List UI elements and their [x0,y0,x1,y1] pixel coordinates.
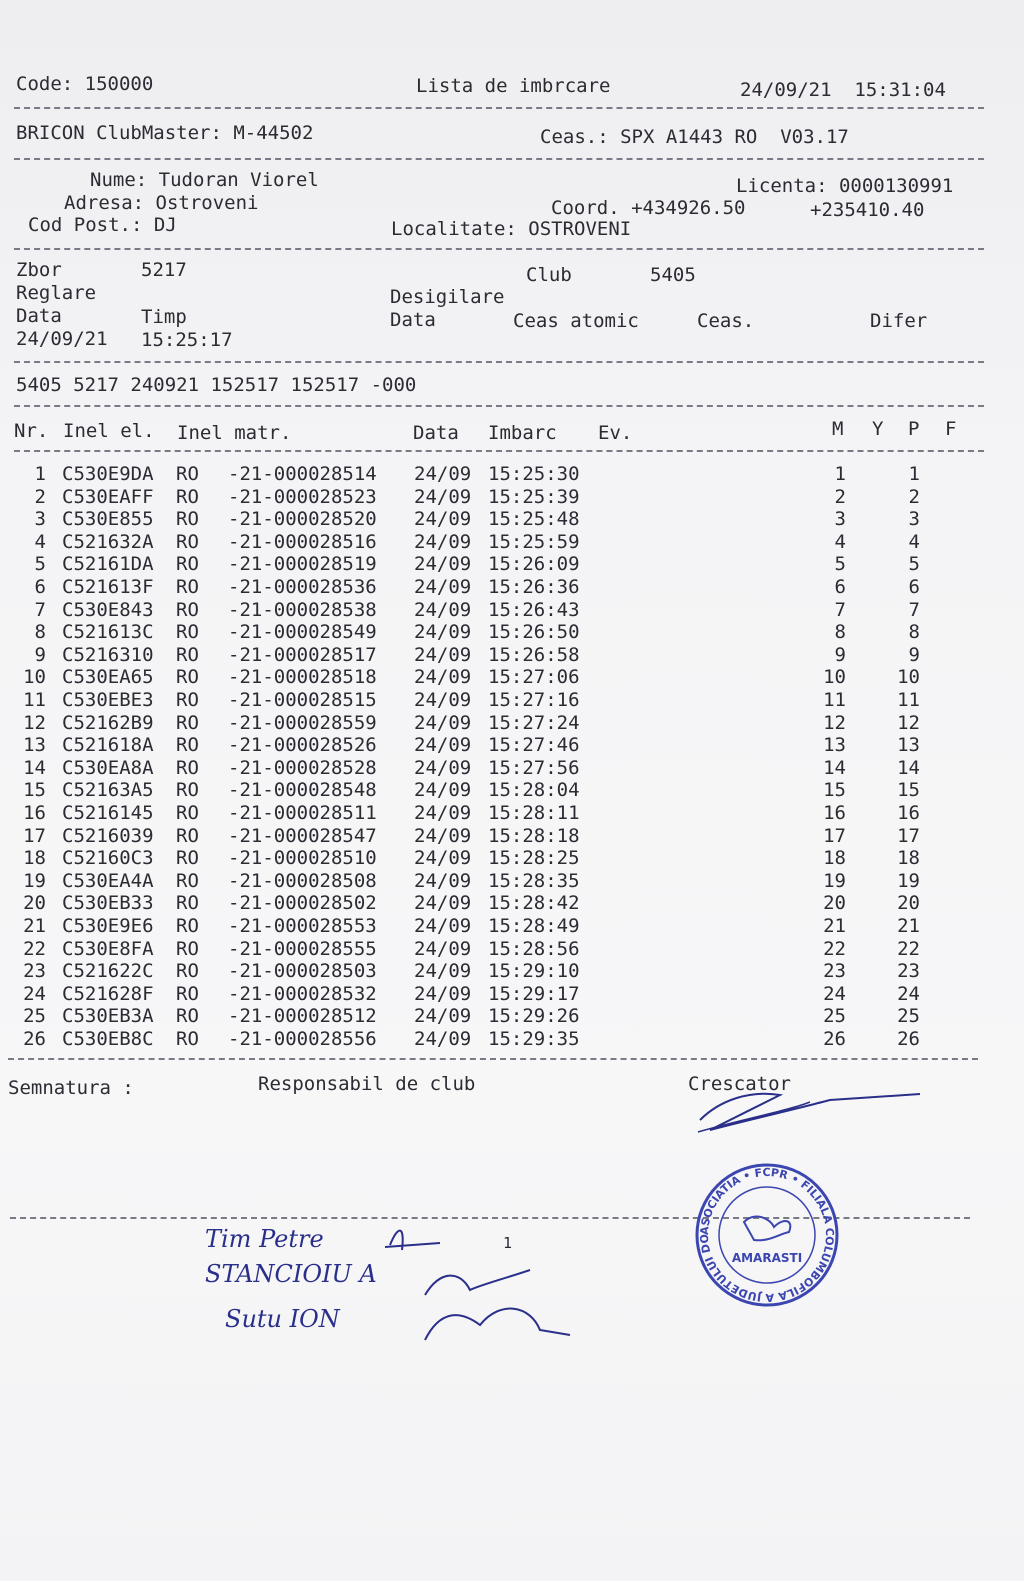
table-row [0,531,1000,553]
row-number: 15 [23,779,46,802]
flight-code-line: 5405 5217 240921 152517 152517 -000 [16,374,417,396]
m-count: 20 [823,892,846,915]
row-number: 18 [23,847,46,870]
p-count: 26 [897,1028,920,1050]
boarding-time: 15:28:18 [488,824,580,847]
reglare-date: 24/09/21 [16,328,108,350]
table-row [0,870,1000,892]
p-count: 23 [897,960,920,983]
boarding-time: 15:26:43 [488,598,580,621]
table-row [0,599,1000,621]
row-number: 14 [23,756,46,779]
p-count: 19 [897,869,920,892]
electronic-ring: C530E855 [62,508,154,531]
boarding-date: 24/09 [414,463,472,485]
m-count: 19 [823,869,846,892]
p-count: 18 [897,847,920,870]
handwritten-name-2: STANCIOIU A [205,1260,377,1288]
m-count: 3 [834,508,846,531]
p-count: 9 [908,643,920,666]
divider [14,158,984,160]
boarding-date: 24/09 [414,756,472,779]
registration-ring: -21-000028511 [228,802,377,824]
data2-label: Data [390,309,436,331]
p-count: 2 [908,485,920,508]
table-row [0,486,1000,508]
handwritten-name-3: Sutu ION [225,1305,340,1333]
boarding-date: 24/09 [414,892,472,915]
boarding-date: 24/09 [414,982,472,1005]
clubmaster-label: BRICON ClubMaster: M-44502 [16,122,314,144]
country-code: RO [176,937,199,960]
electronic-ring: C521613F [62,576,154,598]
country-code: RO [176,779,199,802]
p-count: 1 [908,463,920,485]
divider [14,107,984,109]
registration-ring: -21-000028514 [228,463,377,485]
country-code: RO [176,463,199,485]
boarding-time: 15:25:48 [488,508,580,531]
boarding-date: 24/09 [414,915,472,937]
boarding-time: 15:27:16 [488,689,580,711]
registration-ring: -21-000028520 [228,508,377,531]
registration-ring: -21-000028532 [228,982,377,1005]
p-count: 4 [908,530,920,553]
row-number: 6 [34,576,46,598]
m-count: 17 [823,824,846,847]
registration-ring: -21-000028547 [228,824,377,847]
boarding-time: 15:29:17 [488,982,580,1005]
boarding-time: 15:25:30 [488,463,580,485]
p-count: 20 [897,892,920,915]
p-count: 11 [897,689,920,711]
row-number: 1 [34,463,46,485]
p-count: 17 [897,824,920,847]
registration-ring: -21-000028508 [228,869,377,892]
list-title: Lista de imbrcare [416,75,611,97]
difer-label: Difer [870,310,928,332]
registration-ring: -21-000028503 [228,960,377,983]
country-code: RO [176,892,199,915]
m-count: 26 [823,1028,846,1050]
row-number: 17 [23,824,46,847]
row-number: 9 [34,643,46,666]
electronic-ring: C530EA65 [62,666,154,689]
boarding-time: 15:28:35 [488,869,580,892]
boarding-date: 24/09 [414,734,472,757]
row-number: 25 [23,1005,46,1028]
table-row [0,463,1000,485]
registration-ring: -21-000028519 [228,553,377,576]
country-code: RO [176,485,199,508]
committee-signatures [380,1215,580,1355]
country-code: RO [176,982,199,1005]
p-count: 8 [908,621,920,644]
boarding-time: 15:28:56 [488,937,580,960]
country-code: RO [176,915,199,937]
electronic-ring: C530EA8A [62,756,154,779]
coordinates: Coord. +434926.50 [551,197,746,219]
club-stamp [694,1162,840,1308]
boarding-date: 24/09 [414,802,472,824]
m-count: 2 [834,485,846,508]
electronic-ring: C52161DA [62,553,154,576]
boarding-time: 15:27:24 [488,711,580,734]
col-inel-el: Inel el. [63,420,155,442]
data-label: Data [16,305,62,327]
owner-name: Nume: Tudoran Viorel [90,169,319,191]
coordinates-2: +235410.40 [810,199,925,221]
m-count: 12 [823,711,846,734]
col-f: F [945,418,957,440]
table-row [0,553,1000,575]
country-code: RO [176,824,199,847]
electronic-ring: C521618A [62,734,154,757]
table-row [0,734,1000,756]
country-code: RO [176,666,199,689]
m-count: 15 [823,779,846,802]
boarding-date: 24/09 [414,598,472,621]
table-row [0,915,1000,937]
p-count: 25 [897,1005,920,1028]
club-label: Club [526,264,572,286]
country-code: RO [176,711,199,734]
m-count: 8 [834,621,846,644]
registration-ring: -21-000028538 [228,598,377,621]
registration-ring: -21-000028526 [228,734,377,757]
registration-ring: -21-000028555 [228,937,377,960]
stamp-ring-text: ASOCIATIA • FCPR • FILIALA COLUMBOFILA A JUDETULUI DO [697,1165,837,1305]
boarding-date: 24/09 [414,1028,472,1050]
row-number: 20 [23,892,46,915]
electronic-ring: C521628F [62,982,154,1005]
boarding-date: 24/09 [414,847,472,870]
ceas-atomic-label: Ceas atomic [513,310,639,332]
boarding-date: 24/09 [414,824,472,847]
boarding-date: 24/09 [414,711,472,734]
table-row [0,983,1000,1005]
table-row [0,960,1000,982]
locality: Localitate: OSTROVENI [391,218,632,240]
owner-address: Adresa: Ostroveni [64,192,259,214]
registration-ring: -21-000028523 [228,485,377,508]
country-code: RO [176,598,199,621]
m-count: 13 [823,734,846,757]
electronic-ring: C530E8FA [62,937,154,960]
electronic-ring: C530E843 [62,598,154,621]
m-count: 16 [823,802,846,824]
p-count: 22 [897,937,920,960]
breeder-signature [680,1080,930,1140]
row-number: 10 [23,666,46,689]
row-number: 24 [23,982,46,1005]
col-ev: Ev. [598,422,633,444]
electronic-ring: C530EAFF [62,485,154,508]
boarding-date: 24/09 [414,508,472,531]
registration-ring: -21-000028556 [228,1028,377,1050]
club-responsible-label: Responsabil de club [258,1073,476,1095]
registration-ring: -21-000028536 [228,576,377,598]
table-row [0,508,1000,530]
divider [8,1058,978,1060]
electronic-ring: C52160C3 [62,847,154,870]
boarding-time: 15:25:59 [488,530,580,553]
m-count: 25 [823,1005,846,1028]
registration-ring: -21-000028515 [228,689,377,711]
country-code: RO [176,689,199,711]
p-count: 16 [897,802,920,824]
table-row [0,712,1000,734]
signature-label: Semnatura : [8,1077,134,1099]
boarding-date: 24/09 [414,1005,472,1028]
p-count: 7 [908,598,920,621]
registration-ring: -21-000028559 [228,711,377,734]
boarding-time: 15:28:11 [488,802,580,824]
row-number: 12 [23,711,46,734]
m-count: 14 [823,756,846,779]
col-p: P [908,418,920,440]
boarding-time: 15:28:25 [488,847,580,870]
m-count: 6 [834,576,846,598]
row-number: 16 [23,802,46,824]
table-row [0,1028,1000,1050]
country-code: RO [176,960,199,983]
country-code: RO [176,734,199,757]
boarding-time: 15:29:10 [488,960,580,983]
m-count: 23 [823,960,846,983]
p-count: 10 [897,666,920,689]
m-count: 9 [834,643,846,666]
country-code: RO [176,847,199,870]
p-count: 12 [897,711,920,734]
code-label: Code: 150000 [16,73,154,95]
stamp-center-text: AMARASTI [731,1251,803,1265]
electronic-ring: C530EBE3 [62,689,154,711]
country-code: RO [176,621,199,644]
boarding-date: 24/09 [414,576,472,598]
timp-label: Timp [141,306,187,328]
country-code: RO [176,530,199,553]
table-row [0,621,1000,643]
club-value: 5405 [650,264,696,286]
row-number: 4 [34,530,46,553]
country-code: RO [176,1028,199,1050]
country-code: RO [176,869,199,892]
boarding-time: 15:26:58 [488,643,580,666]
country-code: RO [176,643,199,666]
registration-ring: -21-000028528 [228,756,377,779]
desigilare-label: Desigilare [390,286,505,308]
registration-ring: -21-000028510 [228,847,377,870]
col-imbarc: Imbarc [488,422,557,444]
boarding-time: 15:25:39 [488,485,580,508]
boarding-time: 15:29:26 [488,1005,580,1028]
boarding-time: 15:27:46 [488,734,580,757]
p-count: 5 [908,553,920,576]
row-number: 7 [34,598,46,621]
electronic-ring: C530EB8C [62,1028,154,1050]
row-number: 19 [23,869,46,892]
boarding-time: 15:28:04 [488,779,580,802]
country-code: RO [176,802,199,824]
country-code: RO [176,756,199,779]
registration-ring: -21-000028518 [228,666,377,689]
row-number: 11 [23,689,46,711]
zbor-value: 5217 [141,259,187,281]
boarding-date: 24/09 [414,869,472,892]
m-count: 4 [834,530,846,553]
table-row [0,892,1000,914]
divider [14,361,984,363]
electronic-ring: C521622C [62,960,154,983]
boarding-date: 24/09 [414,937,472,960]
table-row [0,847,1000,869]
boarding-date: 24/09 [414,485,472,508]
table-row [0,689,1000,711]
row-number: 21 [23,915,46,937]
table-row [0,644,1000,666]
license-number: Licenta: 0000130991 [736,175,954,197]
table-row [0,825,1000,847]
col-data: Data [413,422,459,444]
registration-ring: -21-000028512 [228,1005,377,1028]
boarding-time: 15:26:50 [488,621,580,644]
print-datetime: 24/09/21 15:31:04 [740,79,946,101]
boarding-time: 15:26:09 [488,553,580,576]
ceas-label: Ceas. [697,310,755,332]
table-row [0,757,1000,779]
divider [14,450,984,452]
boarding-time: 15:28:42 [488,892,580,915]
row-number: 2 [34,485,46,508]
m-count: 21 [823,915,846,937]
table-row [0,938,1000,960]
m-count: 5 [834,553,846,576]
p-count: 24 [897,982,920,1005]
row-number: 3 [34,508,46,531]
zbor-label: Zbor [16,259,62,281]
col-y: Y [872,418,884,440]
registration-ring: -21-000028549 [228,621,377,644]
boarding-time: 15:27:56 [488,756,580,779]
col-m: M [832,418,844,440]
boarding-date: 24/09 [414,960,472,983]
reglare-time: 15:25:17 [141,329,233,351]
breeder-label: Crescator [688,1073,791,1095]
boarding-time: 15:26:36 [488,576,580,598]
boarding-date: 24/09 [414,553,472,576]
boarding-date: 24/09 [414,643,472,666]
registration-ring: -21-000028517 [228,643,377,666]
reglare-label: Reglare [16,282,97,304]
electronic-ring: C521632A [62,530,154,553]
electronic-ring: C530EA4A [62,869,154,892]
registration-ring: -21-000028502 [228,892,377,915]
col-inel-matr: Inel matr. [177,422,292,444]
electronic-ring: C521613C [62,621,154,644]
country-code: RO [176,576,199,598]
row-number: 23 [23,960,46,983]
table-row [0,666,1000,688]
m-count: 18 [823,847,846,870]
registration-ring: -21-000028516 [228,530,377,553]
boarding-date: 24/09 [414,666,472,689]
clock-label: Ceas.: SPX A1443 RO V03.17 [540,126,849,148]
row-number: 5 [34,553,46,576]
country-code: RO [176,553,199,576]
electronic-ring: C530E9E6 [62,915,154,937]
boarding-date: 24/09 [414,779,472,802]
electronic-ring: C52162B9 [62,711,154,734]
m-count: 22 [823,937,846,960]
p-count: 13 [897,734,920,757]
table-row [0,779,1000,801]
boarding-time: 15:29:35 [488,1028,580,1050]
registration-ring: -21-000028548 [228,779,377,802]
p-count: 3 [908,508,920,531]
electronic-ring: C5216145 [62,802,154,824]
registration-ring: -21-000028553 [228,915,377,937]
country-code: RO [176,1005,199,1028]
page-number: 1 [503,1234,513,1252]
boarding-time: 15:27:06 [488,666,580,689]
p-count: 15 [897,779,920,802]
boarding-time: 15:28:49 [488,915,580,937]
divider [14,248,984,250]
m-count: 11 [823,689,846,711]
boarding-date: 24/09 [414,530,472,553]
electronic-ring: C530E9DA [62,463,154,485]
country-code: RO [176,508,199,531]
electronic-ring: C5216310 [62,643,154,666]
m-count: 7 [834,598,846,621]
electronic-ring: C530EB33 [62,892,154,915]
boarding-date: 24/09 [414,621,472,644]
electronic-ring: C52163A5 [62,779,154,802]
m-count: 10 [823,666,846,689]
row-number: 26 [23,1028,46,1050]
m-count: 1 [834,463,846,485]
boarding-date: 24/09 [414,689,472,711]
row-number: 8 [34,621,46,644]
electronic-ring: C5216039 [62,824,154,847]
p-count: 21 [897,915,920,937]
pigeon-icon [744,1217,790,1241]
table-row [0,576,1000,598]
p-count: 14 [897,756,920,779]
table-row [0,802,1000,824]
m-count: 24 [823,982,846,1005]
electronic-ring: C530EB3A [62,1005,154,1028]
row-number: 22 [23,937,46,960]
col-nr: Nr. [14,420,49,442]
handwritten-name-1: Tim Petre [205,1225,324,1253]
divider [14,405,984,407]
table-row [0,1005,1000,1027]
row-number: 13 [23,734,46,757]
p-count: 6 [908,576,920,598]
owner-postal-code: Cod Post.: DJ [28,214,177,236]
